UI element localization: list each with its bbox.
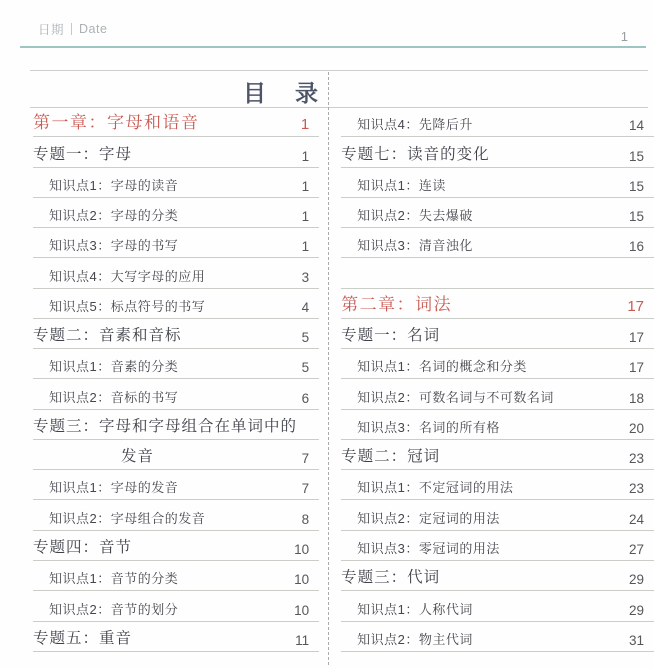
toc-entry bbox=[341, 500, 654, 530]
entry-label: 专题三：代词 bbox=[341, 569, 441, 587]
entry-label: 专题二：音素和音标 bbox=[33, 327, 182, 345]
entry-page: 1 bbox=[301, 239, 310, 255]
toc-entry bbox=[33, 137, 319, 167]
entry-page: 5 bbox=[301, 330, 310, 346]
entry-page: 1 bbox=[301, 209, 310, 225]
entry-page: 15 bbox=[628, 148, 644, 164]
entry-page: 7 bbox=[301, 481, 310, 497]
toc-entry bbox=[341, 198, 654, 228]
toc-entry bbox=[33, 258, 319, 288]
header-rule bbox=[20, 46, 646, 48]
entry-page: 14 bbox=[628, 118, 644, 134]
entry-page: 27 bbox=[628, 541, 644, 557]
entry-label: 知识点1：人称代词 bbox=[357, 601, 473, 617]
entry-label: 专题七：读音的变化 bbox=[341, 145, 490, 163]
entry-label: 知识点3：零冠词的用法 bbox=[357, 540, 500, 556]
entry-page: 17 bbox=[628, 330, 644, 346]
entry-page: 17 bbox=[628, 360, 644, 376]
ruled-line bbox=[30, 70, 648, 71]
entry-label: 知识点2：音节的划分 bbox=[49, 601, 179, 617]
toc-entry bbox=[33, 289, 319, 319]
toc-entry bbox=[33, 410, 319, 440]
entry-label: 知识点2：音标的书写 bbox=[49, 389, 179, 405]
toc-entry bbox=[341, 107, 654, 137]
entry-label: 知识点3：字母的书写 bbox=[49, 238, 179, 254]
entry-label: 专题五：重音 bbox=[33, 629, 133, 647]
toc-entry bbox=[341, 349, 654, 379]
entry-label: 知识点2：字母的分类 bbox=[49, 208, 179, 224]
entry-label: 知识点2：字母组合的发音 bbox=[49, 510, 206, 526]
entry-page: 7 bbox=[301, 451, 310, 467]
toc-entry bbox=[33, 349, 319, 379]
toc-entry bbox=[341, 622, 654, 652]
toc-right-column bbox=[341, 107, 654, 669]
entry-page: 11 bbox=[295, 632, 310, 648]
toc-entry bbox=[33, 379, 319, 409]
entry-label: 知识点2：可数名词与不可数名词 bbox=[357, 389, 554, 405]
entry-page: 17 bbox=[627, 297, 644, 315]
entry-page: 10 bbox=[294, 602, 310, 618]
toc-entry bbox=[341, 137, 654, 167]
entry-page: 1 bbox=[301, 148, 310, 164]
entry-label: 发音 bbox=[121, 448, 155, 466]
entry-page: 23 bbox=[628, 451, 644, 467]
toc-entry bbox=[341, 531, 654, 561]
entry-page: 1 bbox=[300, 116, 310, 134]
entry-page: 15 bbox=[628, 178, 644, 194]
entry-label: 专题三：字母和字母组合在单词中的 bbox=[33, 417, 298, 435]
entry-label: 专题二：冠词 bbox=[341, 448, 441, 466]
entry-page: 15 bbox=[628, 209, 644, 225]
toc-entry-continuation bbox=[33, 440, 319, 470]
entry-page: 23 bbox=[628, 481, 644, 497]
toc-empty-row bbox=[341, 258, 654, 288]
page-number: 1 bbox=[620, 29, 628, 44]
entry-page: 10 bbox=[294, 572, 310, 588]
toc-title: 目 录 bbox=[243, 80, 321, 106]
toc-entry bbox=[33, 198, 319, 228]
entry-page: 10 bbox=[294, 541, 310, 557]
entry-page: 18 bbox=[628, 390, 644, 406]
entry-page: 6 bbox=[301, 390, 310, 406]
entry-label: 知识点5：标点符号的书写 bbox=[49, 298, 206, 314]
entry-label: 知识点2：物主代词 bbox=[357, 631, 473, 647]
entry-label: 知识点3：名词的所有格 bbox=[357, 419, 500, 435]
entry-label: 知识点4：先降后升 bbox=[357, 117, 473, 133]
entry-label: 知识点4：大写字母的应用 bbox=[49, 268, 206, 284]
toc-entry bbox=[33, 319, 319, 349]
entry-label: 知识点2：定冠词的用法 bbox=[357, 510, 500, 526]
entry-page: 8 bbox=[301, 511, 310, 527]
entry-page: 29 bbox=[628, 602, 644, 618]
entry-label: 专题一：名词 bbox=[341, 327, 441, 345]
date-divider bbox=[71, 23, 72, 35]
entry-page: 20 bbox=[628, 420, 644, 436]
entry-label: 知识点2：失去爆破 bbox=[357, 208, 473, 224]
entry-label: 知识点1：字母的发音 bbox=[49, 480, 179, 496]
entry-label: 专题四：音节 bbox=[33, 538, 133, 556]
toc-entry bbox=[341, 168, 654, 198]
toc-entry bbox=[341, 410, 654, 440]
toc-entry bbox=[33, 470, 319, 500]
toc-entry bbox=[33, 228, 319, 258]
entry-label: 知识点1：不定冠词的用法 bbox=[357, 480, 514, 496]
toc-entry bbox=[341, 319, 654, 349]
entry-label: 知识点1：连读 bbox=[357, 177, 446, 193]
entry-label: 专题一：字母 bbox=[33, 145, 133, 163]
toc-entry bbox=[33, 107, 319, 137]
toc-entry bbox=[341, 561, 654, 591]
entry-page: 4 bbox=[301, 299, 310, 315]
entry-page: 5 bbox=[301, 360, 310, 376]
toc-body bbox=[0, 107, 654, 669]
date-header bbox=[38, 20, 107, 38]
entry-label: 知识点1：音素的分类 bbox=[49, 359, 179, 375]
entry-label: 知识点1：名词的概念和分类 bbox=[357, 359, 527, 375]
entry-page: 29 bbox=[628, 572, 644, 588]
toc-entry bbox=[341, 440, 654, 470]
toc-entry bbox=[341, 470, 654, 500]
toc-entry bbox=[341, 379, 654, 409]
entry-page: 31 bbox=[628, 632, 644, 648]
entry-label: 知识点1：音节的分类 bbox=[49, 571, 179, 587]
toc-entry bbox=[341, 591, 654, 621]
toc-left-column bbox=[33, 107, 319, 669]
toc-entry bbox=[33, 531, 319, 561]
entry-page: 24 bbox=[628, 511, 644, 527]
entry-label: 知识点3：清音浊化 bbox=[357, 238, 473, 254]
entry-page: 16 bbox=[628, 239, 644, 255]
toc-entry bbox=[341, 228, 654, 258]
entry-page: 1 bbox=[301, 178, 310, 194]
toc-entry bbox=[33, 622, 319, 652]
toc-entry bbox=[33, 591, 319, 621]
date-label-en: Date bbox=[79, 22, 108, 36]
entry-label: 第二章：词法 bbox=[341, 294, 453, 314]
toc-entry bbox=[341, 289, 654, 319]
toc-entry bbox=[33, 500, 319, 530]
date-label-cn: 日期 bbox=[38, 23, 65, 37]
entry-label: 第一章：字母和语音 bbox=[33, 113, 200, 133]
entry-label: 知识点1：字母的读音 bbox=[49, 177, 179, 193]
toc-entry bbox=[33, 561, 319, 591]
toc-entry bbox=[33, 168, 319, 198]
entry-page: 3 bbox=[301, 269, 310, 285]
